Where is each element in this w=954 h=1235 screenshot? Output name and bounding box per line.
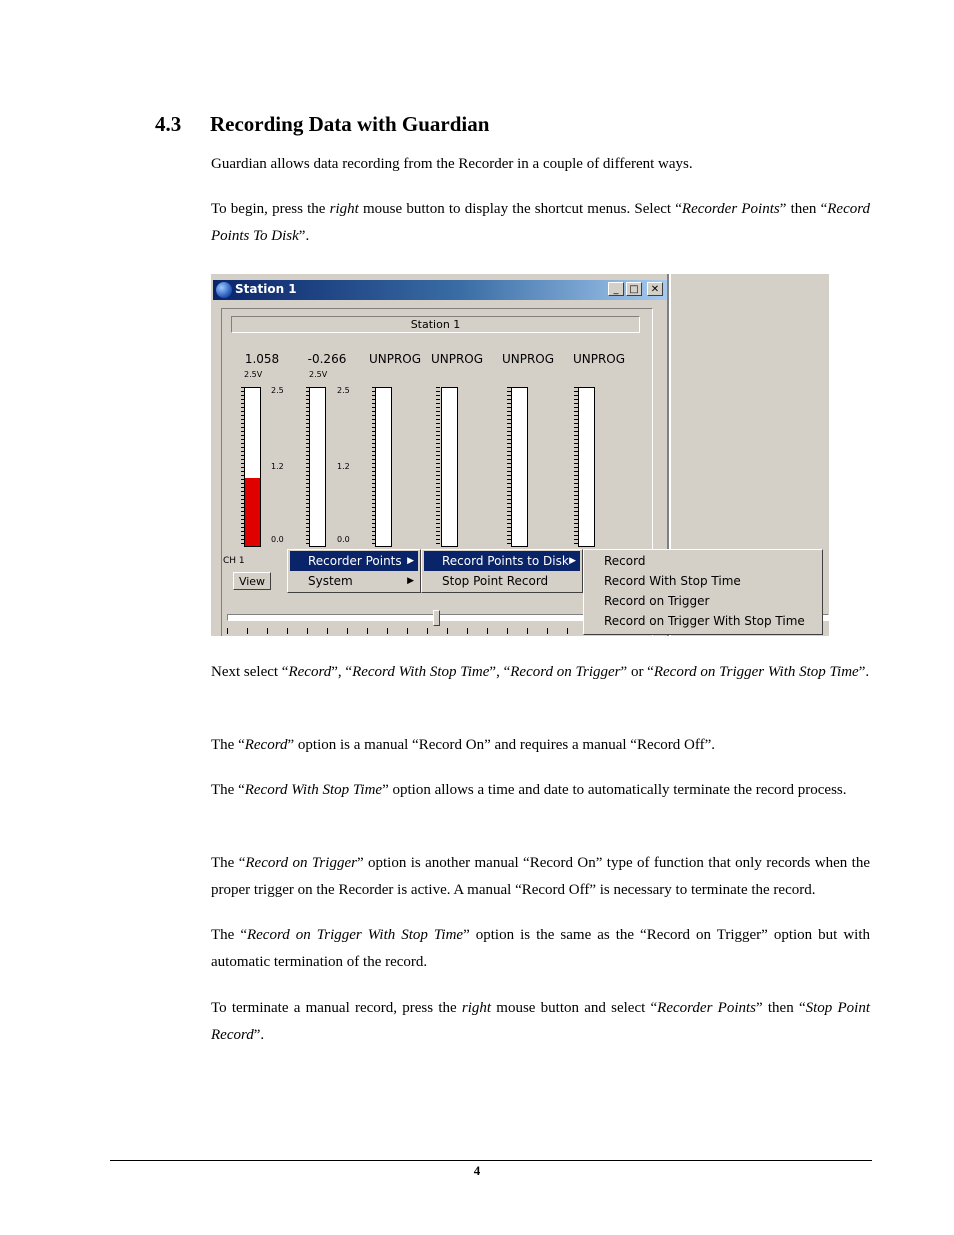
context-menu bbox=[287, 549, 421, 593]
paragraph-intro: Guardian allows data recording from the Recorder in a couple of different ways. bbox=[211, 156, 693, 172]
channel-label: CH 1 bbox=[223, 556, 245, 566]
channel-3-value: UNPROG bbox=[368, 352, 422, 366]
menu-item-record-on-trigger[interactable]: Record on Trigger bbox=[604, 594, 710, 608]
section-title: Recording Data with Guardian bbox=[210, 112, 490, 136]
paragraph-record-on-trigger: The “Record on Trigger” option is another manual “Record On” type of function that only records when the proper trigger on the Recorder is active. A manual “Record Off” is necessary to terminate the record. bbox=[211, 855, 870, 898]
channel-1-value: 1.058 bbox=[244, 352, 280, 366]
channel-1-scale-bottom: 0.0 bbox=[271, 535, 284, 544]
channel-1-bar bbox=[244, 387, 261, 547]
submenu-arrow-icon: ▶ bbox=[569, 556, 576, 566]
channel-6-value: UNPROG bbox=[572, 352, 626, 366]
channel-6-bar bbox=[578, 387, 595, 547]
channel-2-scale-top: 2.5 bbox=[337, 386, 350, 395]
submenu-arrow-icon: ▶ bbox=[407, 576, 414, 586]
maximize-button[interactable]: □ bbox=[626, 282, 642, 296]
channel-2-scale-mid: 1.2 bbox=[337, 462, 350, 471]
globe-icon bbox=[216, 282, 232, 298]
channel-1-level bbox=[245, 478, 260, 546]
channel-1-scale-mid: 1.2 bbox=[271, 462, 284, 471]
menu-item-recorder-points[interactable]: Recorder Points ▶ bbox=[290, 551, 418, 571]
record-points-to-disk-submenu bbox=[583, 549, 823, 635]
channel-2-value: -0.266 bbox=[307, 352, 347, 366]
recorder-points-submenu bbox=[421, 549, 583, 593]
station-label: Station 1 bbox=[231, 316, 640, 333]
section-number: 4.3 bbox=[155, 112, 182, 136]
menu-item-record-with-stop-time[interactable]: Record With Stop Time bbox=[604, 574, 741, 588]
paragraph-terminate: To terminate a manual record, press the right mouse button and select “Recorder Points” then “Stop Point Record”. bbox=[211, 1000, 871, 1043]
time-slider-thumb[interactable] bbox=[433, 610, 440, 626]
menu-item-system[interactable]: System ▶ bbox=[290, 571, 418, 591]
window-title: Station 1 bbox=[235, 282, 297, 296]
channel-2-bar bbox=[309, 387, 326, 547]
channel-3-bar bbox=[375, 387, 392, 547]
window-titlebar[interactable] bbox=[213, 280, 667, 300]
menu-item-stop-point-record[interactable]: Stop Point Record bbox=[442, 574, 549, 588]
close-button[interactable]: ✕ bbox=[647, 282, 663, 296]
channel-4-bar bbox=[441, 387, 458, 547]
section-heading bbox=[155, 112, 489, 137]
channel-1-range: 2.5V bbox=[244, 370, 263, 379]
menu-item-record[interactable]: Record bbox=[604, 554, 646, 568]
view-button[interactable]: View bbox=[233, 572, 271, 590]
channel-2-range: 2.5V bbox=[309, 370, 328, 379]
paragraph-record-with-stop-time: The “Record With Stop Time” option allows a time and date to automatically terminate the record process. bbox=[211, 782, 847, 798]
channel-5-value: UNPROG bbox=[501, 352, 555, 366]
page-number: 4 bbox=[473, 1163, 481, 1178]
submenu-arrow-icon: ▶ bbox=[407, 556, 414, 566]
channel-4-ticks bbox=[436, 387, 440, 547]
channel-2-scale-bottom: 0.0 bbox=[337, 535, 350, 544]
station-window-screenshot bbox=[211, 274, 829, 636]
minimize-button[interactable]: _ bbox=[608, 282, 624, 296]
channel-4-value: UNPROG bbox=[430, 352, 484, 366]
channel-1-scale-top: 2.5 bbox=[271, 386, 284, 395]
channel-5-bar bbox=[511, 387, 528, 547]
paragraph-next-select: Next select “Record”, “Record With Stop Time”, “Record on Trigger” or “Record on Trigger With Stop Time”. bbox=[211, 664, 870, 680]
paragraph-record-on-trigger-stop-time: The “Record on Trigger With Stop Time” option is the same as the “Record on Trigger” option but with automatic termination of the record. bbox=[211, 927, 870, 970]
menu-item-record-on-trigger-with-stop-time[interactable]: Record on Trigger With Stop Time bbox=[604, 614, 805, 628]
footer-divider bbox=[110, 1160, 872, 1161]
menu-item-record-points-to-disk[interactable]: Record Points to Disk ▶ bbox=[424, 551, 580, 571]
paragraph-record: The “Record” option is a manual “Record On” and requires a manual “Record Off”. bbox=[211, 737, 715, 753]
paragraph-begin: To begin, press the right mouse button to display the shortcut menus. Select “Recorder Points” then “Record Points To Disk”. bbox=[211, 201, 871, 244]
